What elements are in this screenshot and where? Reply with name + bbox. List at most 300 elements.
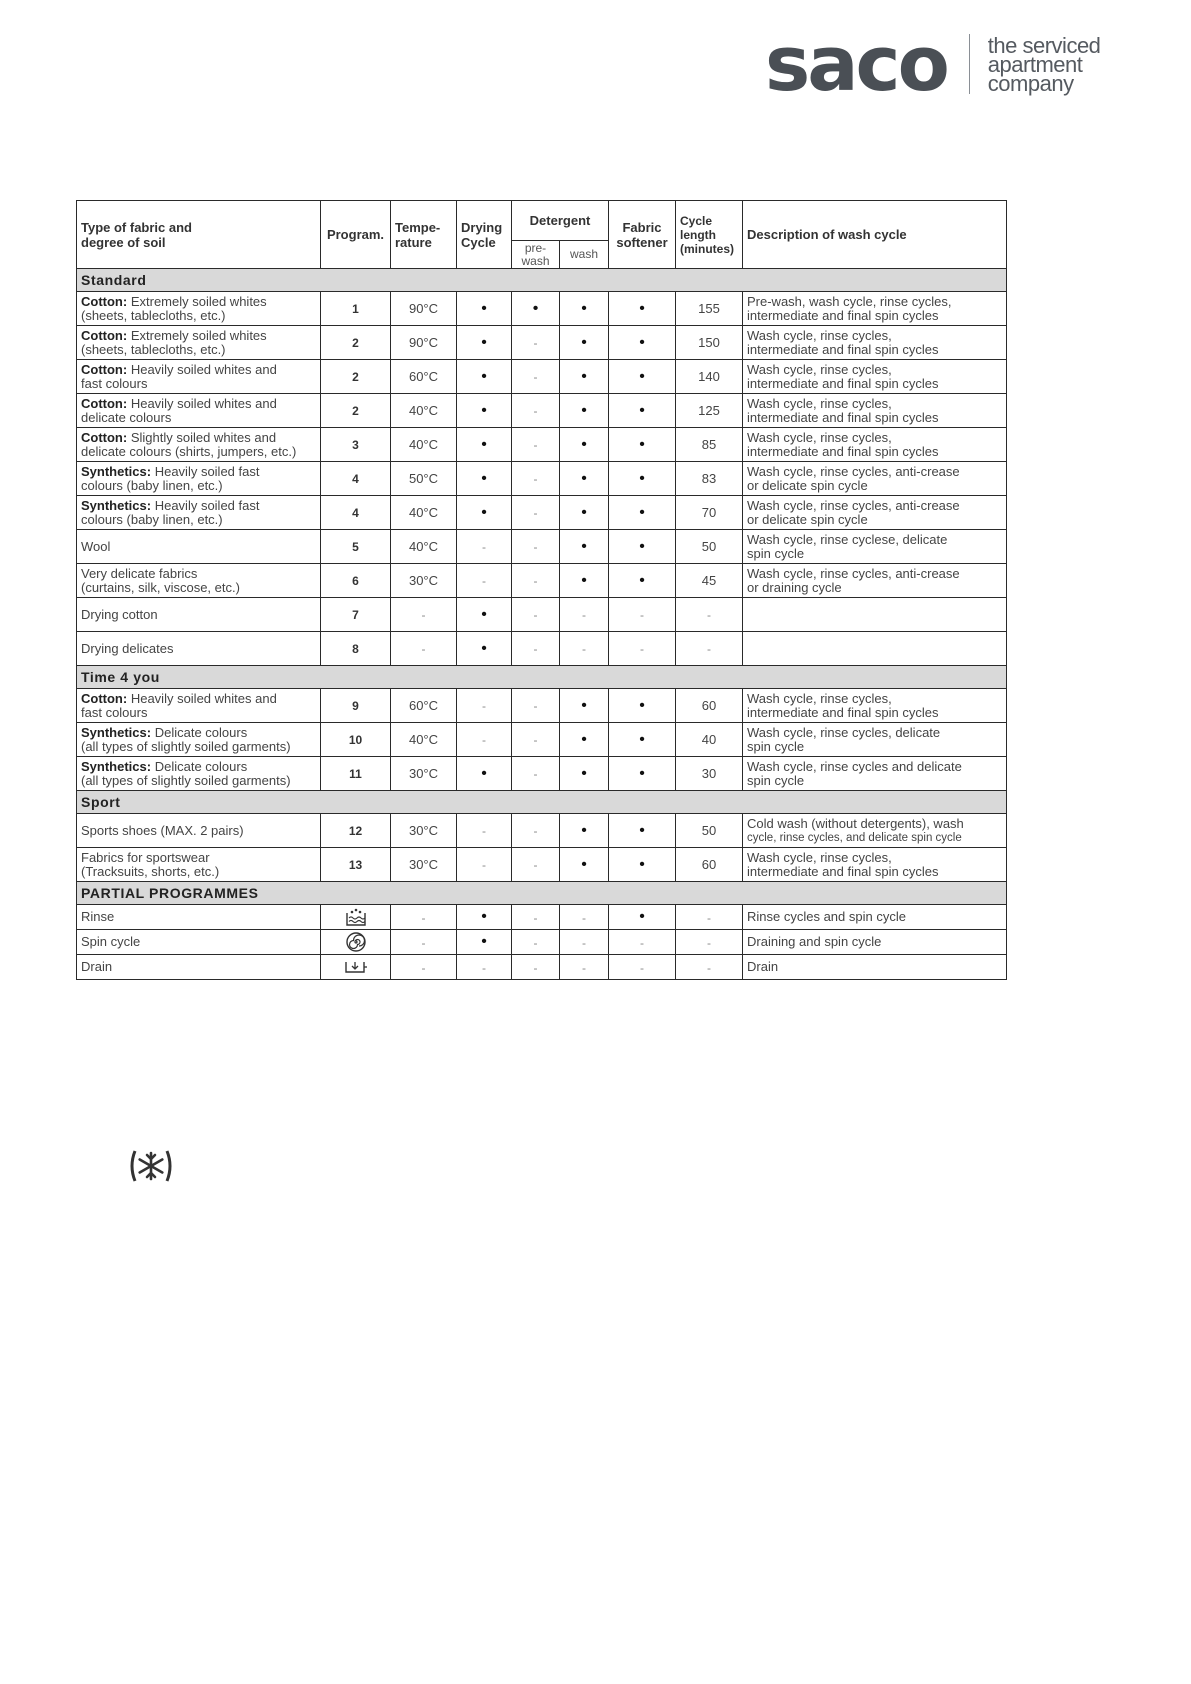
prewash-cell [512, 428, 560, 462]
softener-cell-value: - [640, 608, 644, 622]
wash-cell-value: - [582, 608, 586, 622]
drying-cell [457, 598, 512, 632]
header-program: Program. [321, 201, 391, 269]
temperature-cell [391, 723, 457, 757]
table-row [77, 848, 1007, 882]
wash-cell [560, 757, 609, 791]
fabric-line [81, 567, 316, 581]
wash-cell-value: - [582, 910, 586, 925]
wash-cell-value: • [581, 367, 587, 385]
drying-cell-value: • [481, 299, 487, 317]
length-value: 155 [698, 301, 720, 316]
wash-cell-value: • [581, 435, 587, 453]
softener-cell-value: • [639, 333, 645, 351]
description-line: intermediate and final spin cycles [747, 307, 939, 323]
table-row [77, 360, 1007, 394]
softener-cell [609, 723, 676, 757]
wash-cell-value: • [581, 299, 587, 317]
wash-cell-value: - [582, 642, 586, 656]
fabric-text: Heavily soiled fast [154, 497, 260, 513]
header-description: Description of wash cycle [743, 201, 1007, 269]
prewash-cell-value: - [533, 336, 538, 350]
description-cell [743, 632, 1007, 666]
drying-cell-value: • [481, 933, 487, 950]
prewash-cell [512, 930, 560, 955]
description-line: Wash cycle, rinse cycles, [747, 327, 892, 343]
description-line: Wash cycle, rinse cycles, [747, 429, 892, 445]
table-row [77, 530, 1007, 564]
softener-cell-value: • [639, 503, 645, 521]
section-time4you: Time 4 you [77, 666, 1007, 689]
temperature-value: 90°C [408, 301, 439, 316]
temperature-cell-value: - [421, 960, 426, 975]
wash-cell-value: • [581, 503, 587, 521]
drying-cell [457, 632, 512, 666]
temperature-value: 60°C [408, 698, 439, 713]
prewash-cell [512, 394, 560, 428]
temperature-cell [391, 326, 457, 360]
wash-cell-value: - [582, 960, 586, 975]
prewash-cell [512, 905, 560, 930]
length-cell [676, 462, 743, 496]
wash-cell-value: • [581, 855, 587, 873]
temperature-value: - [421, 642, 426, 656]
softener-cell-value: • [639, 821, 645, 839]
temperature-value: 30°C [408, 857, 439, 872]
drying-cell [457, 930, 512, 955]
prewash-cell-value: - [533, 960, 538, 975]
temperature-value: 50°C [408, 471, 439, 486]
softener-cell-value: • [639, 537, 645, 555]
temperature-cell [391, 689, 457, 723]
drying-cell-value: • [481, 401, 487, 419]
drying-cell [457, 905, 512, 930]
softener-cell [609, 360, 676, 394]
program-number: 4 [321, 462, 391, 496]
drying-cell-value: • [481, 639, 487, 657]
description-cell [743, 326, 1007, 360]
partial-body [77, 882, 1007, 980]
table-row [77, 564, 1007, 598]
fabric-type: Cotton: [81, 395, 128, 411]
description-line: Wash cycle, rinse cycles, anti-crease [747, 463, 960, 479]
softener-cell [609, 930, 676, 955]
wash-cell [560, 814, 609, 848]
temperature-cell [391, 955, 457, 980]
description-line: or delicate spin cycle [747, 477, 868, 493]
prewash-cell-value: - [533, 472, 538, 486]
standard-body [77, 269, 1007, 666]
drying-cell-value: • [481, 764, 487, 782]
program-number: 2 [321, 394, 391, 428]
softener-cell-value: - [640, 960, 644, 975]
fabric-cell: Rinse [77, 905, 321, 930]
description-line: intermediate and final spin cycles [747, 704, 939, 720]
temperature-cell [391, 930, 457, 955]
fabric-text: Heavily soiled whites and [130, 361, 277, 377]
length-value: 60 [701, 857, 717, 872]
temperature-cell [391, 905, 457, 930]
temperature-value: 30°C [408, 766, 439, 781]
drying-cell [457, 564, 512, 598]
snowflake-icon [128, 1148, 174, 1184]
length-cell-value: - [707, 935, 711, 950]
header-prewash: pre- wash [512, 241, 560, 269]
fabric-cell [77, 689, 321, 723]
length-cell [676, 814, 743, 848]
fabric-text: Extremely soiled whites [130, 293, 267, 309]
prewash-cell-value: - [533, 642, 538, 656]
softener-cell-value: • [639, 435, 645, 453]
temperature-value: 40°C [408, 539, 439, 554]
fabric-cell [77, 360, 321, 394]
section-partial: PARTIAL PROGRAMMES [77, 882, 1007, 905]
wash-cell [560, 955, 609, 980]
fabric-line: (sheets, tablecloths, etc.) [81, 341, 226, 357]
wash-cell-value: - [582, 935, 586, 950]
fabric-cell [77, 496, 321, 530]
description-cell [743, 689, 1007, 723]
fabric-line [81, 295, 316, 309]
description-line: Wash cycle, rinse cyclese, delicate [747, 531, 948, 547]
program-number: 5 [321, 530, 391, 564]
table-row [77, 394, 1007, 428]
length-cell-value: - [707, 960, 711, 975]
softener-cell [609, 689, 676, 723]
fabric-line: (sheets, tablecloths, etc.) [81, 307, 226, 323]
drying-cell-value: - [482, 858, 486, 872]
length-value: 40 [701, 732, 717, 747]
length-cell [676, 723, 743, 757]
length-cell [676, 428, 743, 462]
softener-cell-value: • [639, 367, 645, 385]
length-cell [676, 564, 743, 598]
fabric-line [81, 465, 316, 479]
description-cell: Drain [743, 955, 1007, 980]
softener-cell-value: • [639, 696, 645, 714]
temperature-value: 40°C [408, 437, 439, 452]
fabric-line: delicate colours [81, 409, 172, 425]
fabric-text: Extremely soiled whites [130, 327, 267, 343]
length-cell [676, 394, 743, 428]
length-cell [676, 757, 743, 791]
drying-cell [457, 496, 512, 530]
fabric-line [81, 363, 316, 377]
program-number: 2 [321, 326, 391, 360]
softener-cell [609, 905, 676, 930]
program-number: 9 [321, 689, 391, 723]
fabric-line [81, 499, 316, 513]
fabric-line [81, 608, 316, 622]
wash-cell [560, 428, 609, 462]
header-detergent: Detergent [512, 201, 609, 241]
fabric-line: (curtains, silk, viscose, etc.) [81, 579, 240, 595]
fabric-type: Cotton: [81, 327, 128, 343]
table-row [77, 689, 1007, 723]
description-line: intermediate and final spin cycles [747, 409, 939, 425]
drain-icon [344, 958, 368, 976]
description-line: Wash cycle, rinse cycles, [747, 849, 892, 865]
fabric-text: Sports shoes (MAX. 2 pairs) [81, 822, 244, 838]
table-row [77, 905, 1007, 930]
wash-cell-value: • [581, 696, 587, 714]
drying-cell-value: - [482, 824, 486, 838]
table-row [77, 496, 1007, 530]
program-number: 3 [321, 428, 391, 462]
header-temperature: Tempe- rature [391, 201, 457, 269]
length-value: 30 [701, 766, 717, 781]
description-line: Wash cycle, rinse cycles, [747, 395, 892, 411]
temperature-cell [391, 394, 457, 428]
length-cell [676, 905, 743, 930]
description-line: or draining cycle [747, 579, 842, 595]
program-number: 2 [321, 360, 391, 394]
fabric-text: Drying delicates [81, 640, 174, 656]
fabric-type: Synthetics: [81, 497, 152, 513]
description-line: spin cycle [747, 772, 805, 788]
description-line: or delicate spin cycle [747, 511, 868, 527]
wash-cell [560, 326, 609, 360]
fabric-cell [77, 428, 321, 462]
softener-cell [609, 428, 676, 462]
prewash-cell [512, 848, 560, 882]
fabric-type: Cotton: [81, 429, 128, 445]
drying-cell-value: - [482, 733, 486, 747]
drying-cell [457, 462, 512, 496]
temperature-value: 90°C [408, 335, 439, 350]
table-row [77, 326, 1007, 360]
drying-cell [457, 689, 512, 723]
fabric-cell [77, 292, 321, 326]
prewash-cell-value: - [533, 540, 538, 554]
temperature-cell [391, 360, 457, 394]
prewash-cell [512, 360, 560, 394]
fabric-text: Delicate colours [154, 724, 248, 740]
fabric-line [81, 760, 316, 774]
program-number: 1 [321, 292, 391, 326]
fabric-line: colours (baby linen, etc.) [81, 511, 223, 527]
description-cell [743, 394, 1007, 428]
length-cell [676, 326, 743, 360]
temperature-value: 60°C [408, 369, 439, 384]
table-row [77, 723, 1007, 757]
program-number: 8 [321, 632, 391, 666]
fabric-cell: Spin cycle [77, 930, 321, 955]
softener-cell [609, 326, 676, 360]
description-cell [743, 530, 1007, 564]
length-value: 70 [701, 505, 717, 520]
softener-cell [609, 632, 676, 666]
softener-cell [609, 292, 676, 326]
softener-cell-value: • [639, 401, 645, 419]
fabric-line: fast colours [81, 375, 148, 391]
softener-cell-value: - [640, 935, 644, 950]
temperature-cell [391, 814, 457, 848]
prewash-cell-value: - [533, 404, 538, 418]
fabric-line: delicate colours (shirts, jumpers, etc.) [81, 443, 297, 459]
drying-cell-value: • [481, 367, 487, 385]
prewash-cell [512, 814, 560, 848]
fabric-line: (Tracksuits, shorts, etc.) [81, 863, 220, 879]
fabric-cell [77, 530, 321, 564]
prewash-cell-value: - [533, 608, 538, 622]
description-cell: Draining and spin cycle [743, 930, 1007, 955]
fabric-line [81, 540, 316, 554]
length-cell [676, 530, 743, 564]
description-cell [743, 723, 1007, 757]
fabric-line [81, 431, 316, 445]
description-line: Pre-wash, wash cycle, rinse cycles, [747, 293, 952, 309]
fabric-type: Synthetics: [81, 463, 152, 479]
description-line: spin cycle [747, 738, 805, 754]
temperature-cell [391, 530, 457, 564]
softener-cell-value: • [639, 908, 645, 925]
temperature-cell [391, 848, 457, 882]
header-softener: Fabric softener [609, 201, 676, 269]
softener-cell [609, 564, 676, 598]
drying-cell-value: • [481, 435, 487, 453]
fabric-line: fast colours [81, 704, 148, 720]
prewash-cell-value: - [533, 733, 538, 747]
temperature-cell [391, 292, 457, 326]
fabric-line [81, 329, 316, 343]
wash-cell-value: • [581, 537, 587, 555]
drying-cell-value: • [481, 908, 487, 925]
fabric-line [81, 692, 316, 706]
wash-cell [560, 394, 609, 428]
temperature-cell [391, 632, 457, 666]
wash-cell [560, 292, 609, 326]
header-drying: Drying Cycle [457, 201, 512, 269]
temperature-cell-value: - [421, 935, 426, 950]
temperature-cell [391, 564, 457, 598]
fabric-line: colours (baby linen, etc.) [81, 477, 223, 493]
description-cell [743, 598, 1007, 632]
wash-cell [560, 564, 609, 598]
prewash-cell-value: - [533, 574, 538, 588]
fabric-line [81, 851, 316, 865]
rinse-icon [344, 907, 368, 927]
description-line: Cold wash (without detergents), wash [747, 815, 964, 831]
fabric-cell [77, 394, 321, 428]
fabric-cell [77, 757, 321, 791]
fabric-type: Synthetics: [81, 758, 152, 774]
drying-cell [457, 955, 512, 980]
table-row [77, 757, 1007, 791]
fabric-line [81, 824, 316, 838]
brand-name: saco [765, 19, 947, 108]
softener-cell [609, 598, 676, 632]
table-row [77, 462, 1007, 496]
wash-cell [560, 360, 609, 394]
wash-cell-value: • [581, 821, 587, 839]
prewash-cell-value: - [533, 506, 538, 520]
wash-cell-value: • [581, 401, 587, 419]
fabric-cell [77, 632, 321, 666]
temperature-value: 40°C [408, 403, 439, 418]
prewash-cell-value: - [533, 370, 538, 384]
length-value: 85 [701, 437, 717, 452]
fabric-line [81, 642, 316, 656]
drying-cell [457, 326, 512, 360]
header-fabric: Type of fabric and degree of soil [77, 201, 321, 269]
wash-cell [560, 689, 609, 723]
brand-tagline [987, 32, 1101, 96]
brand-logo [765, 19, 1101, 108]
drying-cell [457, 394, 512, 428]
logo-divider [969, 34, 970, 94]
prewash-cell [512, 689, 560, 723]
drying-cell [457, 530, 512, 564]
wash-cell [560, 930, 609, 955]
time4you-body [77, 666, 1007, 791]
description-line: intermediate and final spin cycles [747, 375, 939, 391]
header-length: Cycle length (minutes) [676, 201, 743, 269]
description-cell [743, 848, 1007, 882]
program-number: 4 [321, 496, 391, 530]
drying-cell [457, 723, 512, 757]
softener-cell [609, 530, 676, 564]
spin-icon [345, 931, 367, 953]
temperature-cell [391, 598, 457, 632]
fabric-cell [77, 598, 321, 632]
length-value: 60 [701, 698, 717, 713]
drying-cell [457, 428, 512, 462]
wash-cell-value: • [581, 730, 587, 748]
length-cell [676, 848, 743, 882]
length-cell [676, 292, 743, 326]
prewash-cell-value: - [533, 935, 538, 950]
fabric-line: (all types of slightly soiled garments) [81, 738, 291, 754]
description-cell [743, 757, 1007, 791]
softener-cell [609, 955, 676, 980]
prewash-cell [512, 564, 560, 598]
description-line: intermediate and final spin cycles [747, 863, 939, 879]
fabric-text: Heavily soiled whites and [130, 690, 277, 706]
description-line: intermediate and final spin cycles [747, 443, 939, 459]
section-sport: Sport [77, 791, 1007, 814]
wash-cell-value: • [581, 764, 587, 782]
fabric-text: Heavily soiled fast [154, 463, 260, 479]
wash-cell [560, 723, 609, 757]
prewash-cell-value: - [533, 438, 538, 452]
wash-cell [560, 598, 609, 632]
table-row [77, 930, 1007, 955]
temperature-value: 40°C [408, 732, 439, 747]
description-line: Wash cycle, rinse cycles, delicate [747, 724, 941, 740]
length-value: 125 [698, 403, 720, 418]
fabric-cell: Drain [77, 955, 321, 980]
fabric-line: (all types of slightly soiled garments) [81, 772, 291, 788]
description-line: Wash cycle, rinse cycles, anti-crease [747, 497, 960, 513]
softener-cell [609, 848, 676, 882]
description-line: Wash cycle, rinse cycles and delicate [747, 758, 962, 774]
prewash-cell [512, 757, 560, 791]
temperature-cell [391, 496, 457, 530]
temperature-cell [391, 428, 457, 462]
temperature-cell-value: - [421, 910, 426, 925]
program-icon-cell [321, 930, 391, 955]
description-cell [743, 564, 1007, 598]
drying-cell [457, 757, 512, 791]
softener-cell [609, 814, 676, 848]
header-wash: wash [560, 241, 609, 269]
wash-cell [560, 905, 609, 930]
prewash-cell [512, 598, 560, 632]
prewash-cell [512, 632, 560, 666]
length-cell [676, 598, 743, 632]
description-cell [743, 496, 1007, 530]
